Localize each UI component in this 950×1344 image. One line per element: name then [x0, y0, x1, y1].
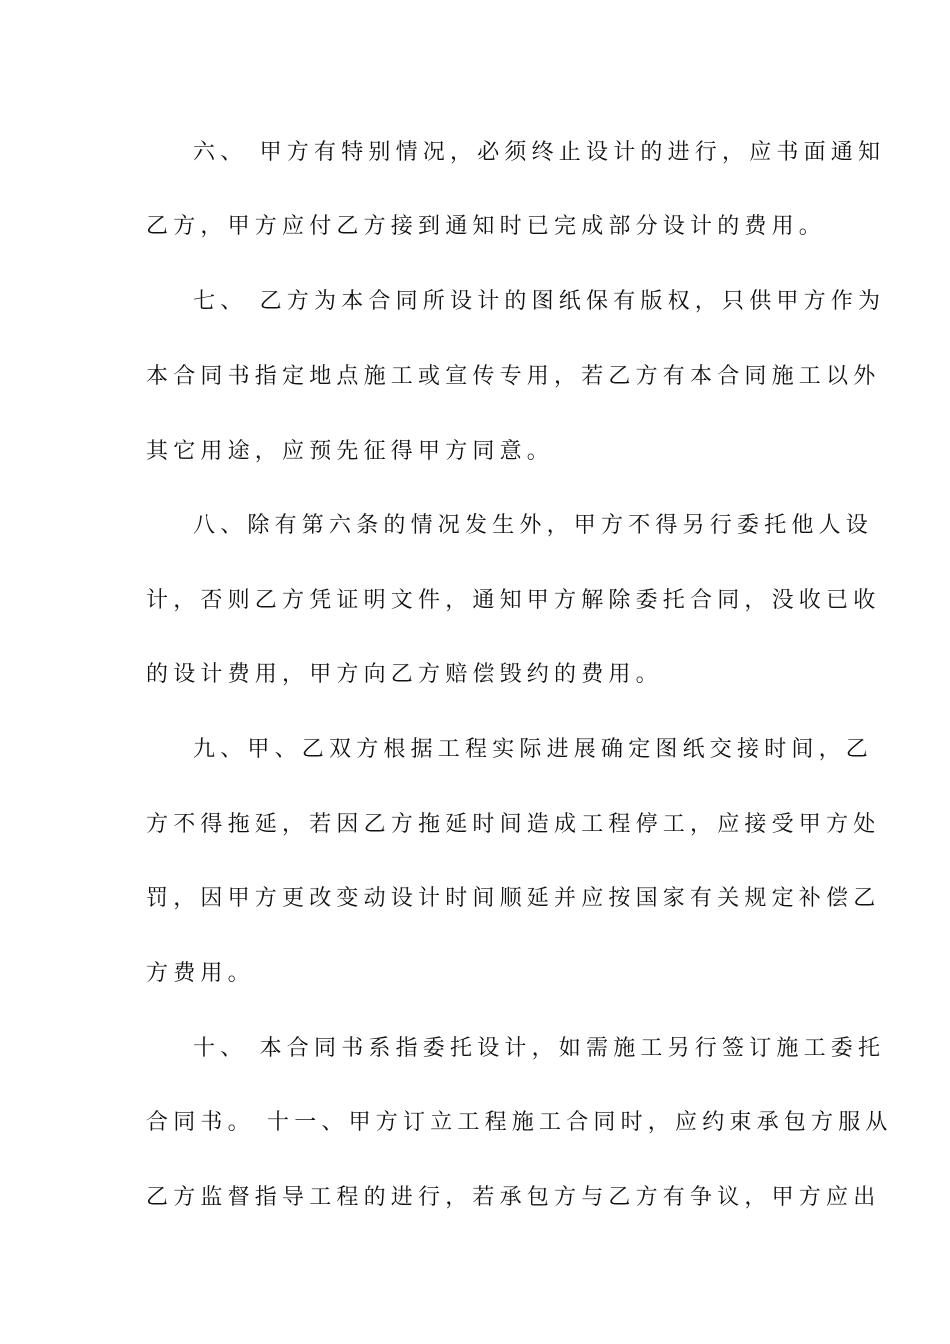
clause-9-line-1: 九、甲、乙双方根据工程实际进展确定图纸交接时间，乙	[193, 737, 874, 762]
clause-11-line-3: 乙方监督指导工程的进行，若承包方与乙方有争议，甲方应出	[146, 1185, 881, 1210]
clause-8-line-2: 计，否则乙方凭证明文件，通知甲方解除委托合同，没收已收	[146, 588, 881, 613]
clause-9-line-4: 方费用。	[146, 961, 255, 986]
clause-7-line-3: 其它用途，应预先征得甲方同意。	[146, 439, 555, 464]
clause-6-line-2: 乙方，甲方应付乙方接到通知时已完成部分设计的费用。	[146, 214, 827, 239]
clause-10-11-line-2: 合同书。 十一、甲方订立工程施工合同时，应约束承包方服从	[146, 1110, 893, 1135]
clause-9-line-3: 罚，因甲方更改变动设计时间顺延并应按国家有关规定补偿乙	[146, 886, 881, 911]
clause-8-line-1: 八、除有第六条的情况发生外，甲方不得另行委托他人设	[193, 513, 874, 538]
clause-10-line-1: 十、 本合同书系指委托设计，如需施工另行签订施工委托	[193, 1036, 886, 1061]
clause-7-line-2: 本合同书指定地点施工或宣传专用，若乙方有本合同施工以外	[146, 364, 881, 389]
clause-8-line-3: 的设计费用，甲方向乙方赔偿毁约的费用。	[146, 662, 663, 687]
clause-6-line-1: 六、 甲方有特别情况，必须终止设计的进行，应书面通知	[193, 140, 886, 165]
clause-9-line-2: 方不得拖延，若因乙方拖延时间造成工程停工，应接受甲方处	[146, 812, 881, 837]
clause-7-line-1: 七、 乙方为本合同所设计的图纸保有版权，只供甲方作为	[193, 289, 886, 314]
